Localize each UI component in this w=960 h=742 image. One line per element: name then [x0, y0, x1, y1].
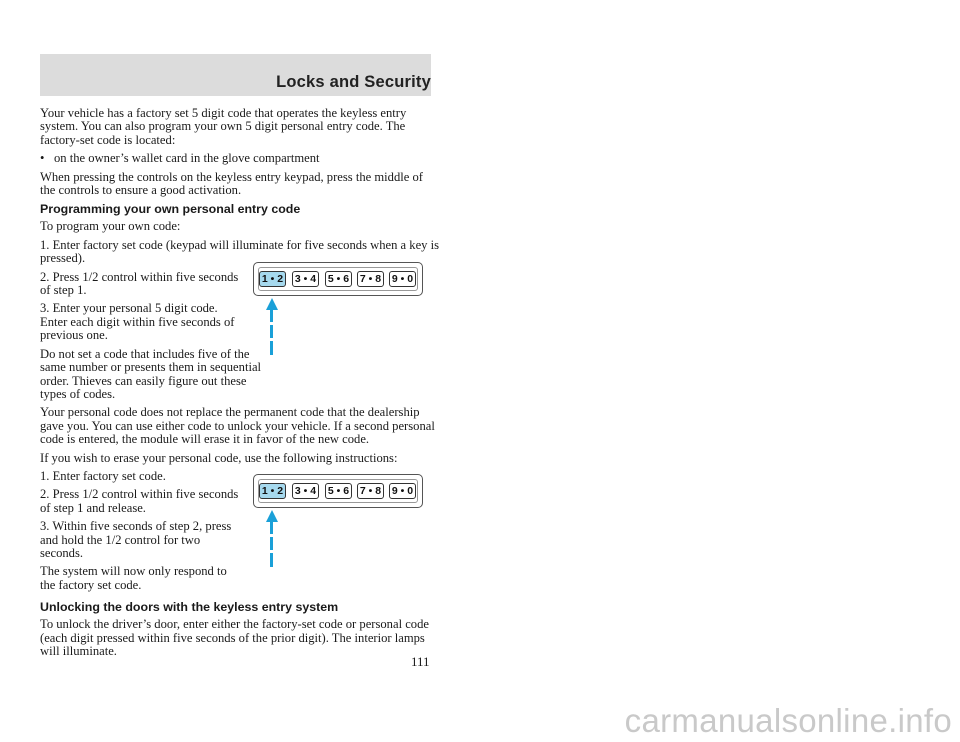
header-band: [40, 54, 431, 96]
arrow-dash: [270, 553, 273, 567]
keypad-illustration-2: [253, 474, 425, 574]
keypad-illustration-1: [253, 262, 425, 362]
keypad-frame: [253, 474, 423, 508]
erase-step-2: 2. Press 1/2 control within five seconds of step 1 and release.: [40, 487, 239, 515]
page-title: Locks and Security: [276, 73, 431, 91]
arrow-dash: [270, 309, 273, 322]
keypad-key-3-4: 3 • 4: [292, 271, 319, 287]
intro-paragraph: Your vehicle has a factory set 5 digit code that operates the keyless entry system. You can also program your own 5 digit personal entry code. The factory-set code is located:: [40, 106, 407, 147]
keypad-key-5-6: 5 • 6: [325, 271, 352, 287]
keypad-key-9-0: 9 • 0: [389, 271, 416, 287]
page-number: 111: [411, 654, 430, 669]
keypad-frame: [253, 262, 423, 296]
keypad-key-3-4: 3 • 4: [292, 483, 319, 499]
arrow-dash: [270, 521, 273, 534]
keypad-key-1-2: 1 • 2: [259, 271, 286, 287]
arrow-dash: [270, 325, 273, 338]
erase-result: The system will now only respond to the factory set code.: [40, 564, 227, 592]
section-heading-programming: Programming your own personal entry code: [40, 202, 301, 217]
arrow-dash: [270, 537, 273, 550]
program-step-2: 2. Press 1/2 control within five seconds of step 1.: [40, 269, 239, 298]
program-step-3: 3. Enter your personal 5 digit code. Enter each digit within five seconds of previous one.: [40, 301, 235, 343]
keypad-key-1-2: 1 • 2: [259, 483, 286, 499]
keypad-key-7-8: 7 • 8: [357, 271, 384, 287]
page-content: [40, 107, 440, 663]
bullet-item: [40, 152, 440, 165]
personal-code-note: Your personal code does not replace the permanent code that the dealership gave you. You can use either code to unlock your vehicle. If a second personal code is entered, the module will erase it in favor of the new code.: [40, 405, 435, 447]
program-step-1: 1. Enter factory set code (keypad will illuminate for five seconds when a key is pressed).: [40, 237, 440, 266]
program-intro: To program your own code:: [40, 219, 181, 234]
arrow-dash: [270, 341, 273, 355]
keypad-key-5-6: 5 • 6: [325, 483, 352, 499]
bullet-text: on the owner’s wallet card in the glove compartment: [54, 151, 320, 166]
program-warning: Do not set a code that includes five of the same number or presents them in sequential order. Thieves can easily figure out these types of codes.: [40, 346, 262, 401]
erase-step-1: 1. Enter factory set code.: [40, 468, 166, 483]
keypad-key-7-8: 7 • 8: [357, 483, 384, 499]
unlock-paragraph: To unlock the driver’s door, enter either the factory-set code or personal code (each digit pressed within five seconds of the prior digit). The interior lamps will illuminate.: [40, 617, 429, 658]
erase-step-3: 3. Within five seconds of step 2, press and hold the 1/2 control for two seconds.: [40, 519, 232, 560]
keypad-key-9-0: 9 • 0: [389, 483, 416, 499]
activation-paragraph: When pressing the controls on the keyless entry keypad, press the middle of the controls to ensure a good activation.: [40, 169, 423, 198]
section-heading-unlocking: Unlocking the doors with the keyless entry system: [40, 600, 339, 615]
watermark[interactable]: carmanualsonline.info: [624, 702, 952, 739]
bullet-icon: •: [40, 151, 45, 166]
erase-intro: If you wish to erase your personal code, use the following instructions:: [40, 450, 398, 465]
